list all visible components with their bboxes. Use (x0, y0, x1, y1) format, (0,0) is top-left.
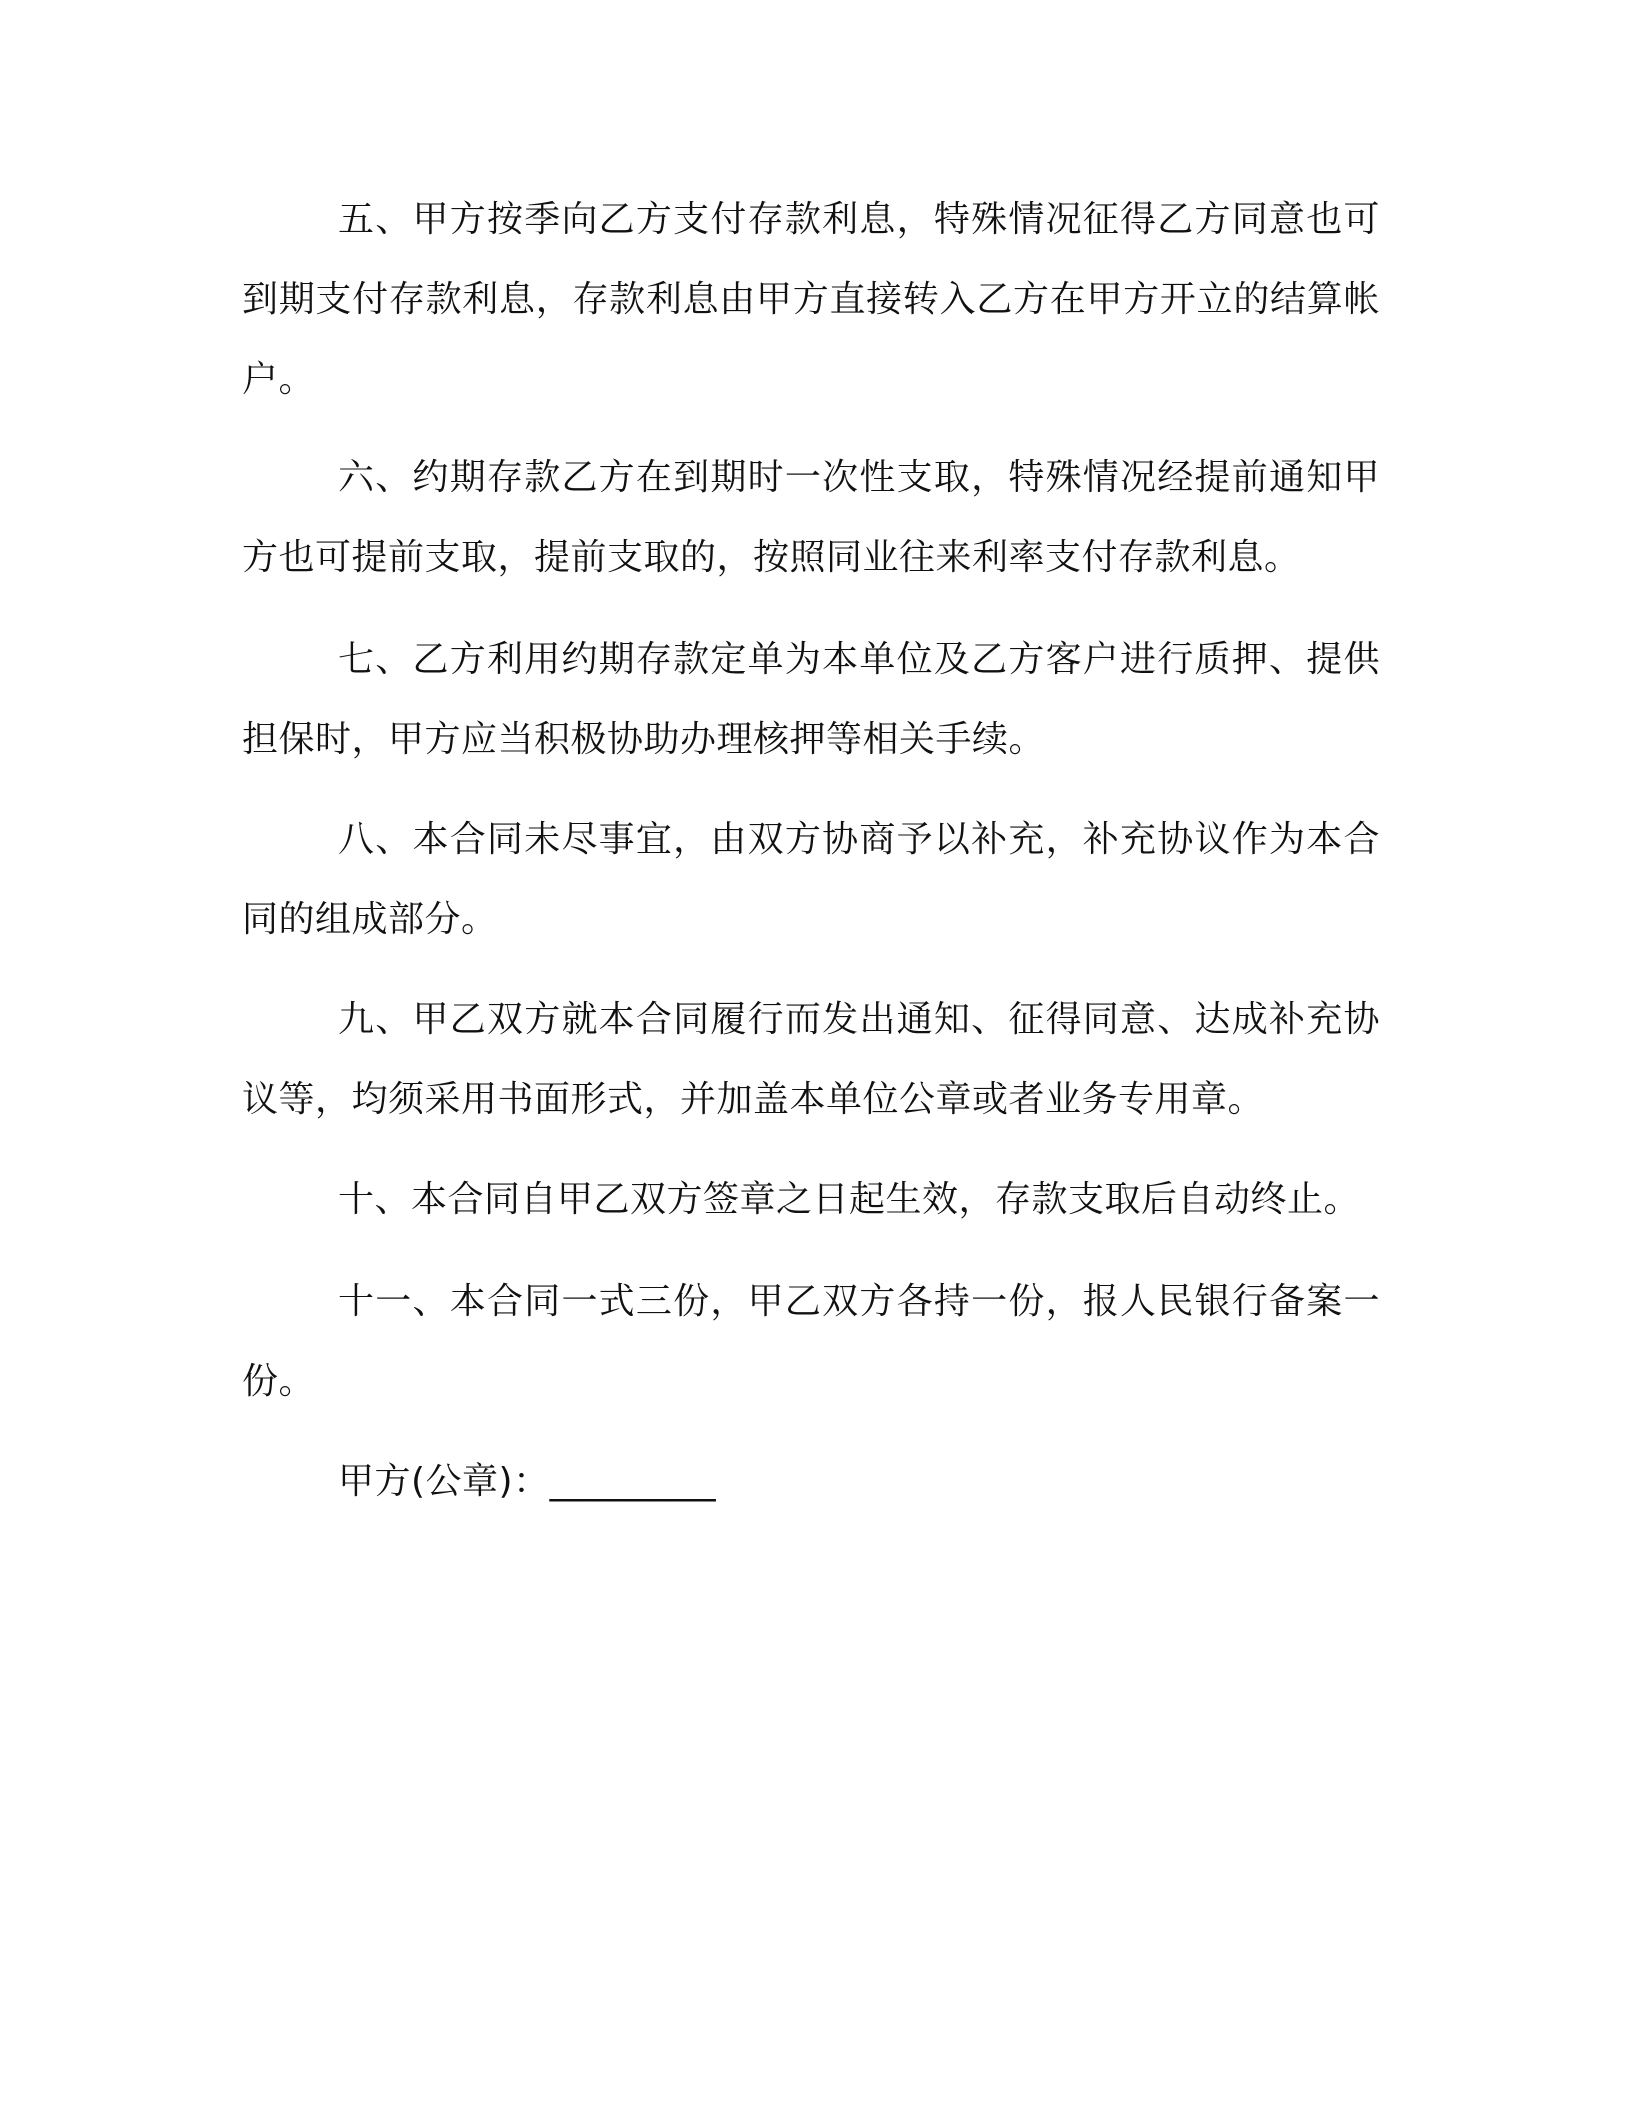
signature-blank: _________ (549, 1461, 717, 1502)
signature-label: 甲方(公章)： (338, 1461, 550, 1502)
clause-10: 十、本合同自甲乙双方签章之日起生效，存款支取后自动终止。 (338, 1179, 1361, 1220)
clause-11: 十一、本合同一式三份，甲乙双方各持一份，报人民银行备案一份。 (242, 1281, 1380, 1402)
clause-5: 五、甲方按季向乙方支付存款利息，特殊情况征得乙方同意也可到期支付存款利息，存款利息由甲方直接转入乙方在甲方开立的结算帐户。 (242, 199, 1380, 400)
clause-7: 七、乙方利用约期存款定单为本单位及乙方客户进行质押、提供担保时，甲方应当积极协助办理核押等相关手续。 (242, 639, 1380, 760)
clause-6: 六、约期存款乙方在到期时一次性支取，特殊情况经提前通知甲方也可提前支取，提前支取的，按照同业往来利率支付存款利息。 (242, 457, 1380, 578)
clause-8: 八、本合同未尽事宜，由双方协商予以补充，补充协议作为本合同的组成部分。 (242, 819, 1380, 940)
signature-line (242, 1442, 1380, 1522)
clause-9: 九、甲乙双方就本合同履行而发出通知、征得同意、达成补充协议等，均须采用书面形式，并加盖本单位公章或者业务专用章。 (242, 999, 1380, 1120)
